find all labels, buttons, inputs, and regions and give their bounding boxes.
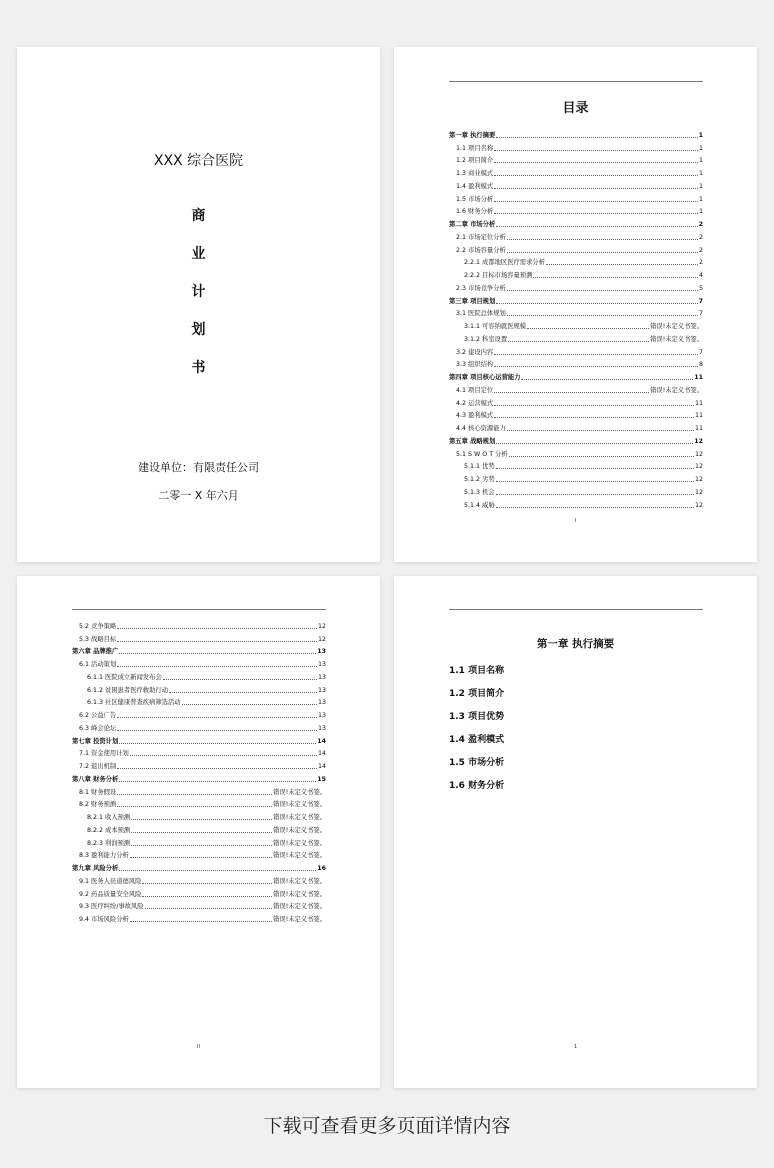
toc-entry-title: 1.4 盈利模式 [456,182,494,190]
toc-entry [72,835,326,848]
toc-leader-dots [507,315,698,316]
toc-leader-dots [507,430,694,431]
toc-entry-title: 5.1.3 机会 [464,488,495,496]
cover-title: XXX 综合医院 [153,153,244,169]
toc-leader-dots [117,806,272,807]
toc-entry-title: 5.1.1 优势 [464,463,495,471]
chapter-section: 1.1 项目名称 [449,666,505,676]
toc-leader-dots [527,328,649,329]
toc-entry-page: 13 [317,673,326,681]
toc-entry [449,318,703,331]
toc-entry [449,204,703,217]
toc-entry-page: 1 [698,170,703,177]
toc-entry-page: 15 [317,775,326,783]
toc-entry [449,191,703,204]
toc-leader-dots [119,781,316,782]
toc-entry-title: 第三章 项目规划 [449,297,496,305]
toc-entry-page: 12 [694,476,703,483]
toc-entry [449,484,703,497]
toc-entry-page: 13 [317,724,326,732]
toc-entry-title: 9.3 医疗纠纷/事故风险 [79,903,144,911]
toc-leader-dots [496,468,694,469]
toc-entry [449,127,703,140]
toc-leader-dots [494,392,649,393]
toc-entry [449,446,703,459]
toc-entry [449,497,703,510]
toc-entry [72,848,326,861]
toc-entry-title: 2.2 市场容量分析 [456,246,506,254]
toc-entry-page: 14 [317,763,326,770]
page-number: I [574,518,577,524]
toc-leader-dots [130,755,317,756]
toc-entry-title: 4.3 盈利模式 [456,412,494,420]
toc-entry-title: 3.1.2 科室设置 [464,335,508,343]
toc-entry-page: 12 [694,450,703,458]
toc-entry-page: 错误!未定义书签。 [273,903,326,911]
toc-page-1 [394,47,757,562]
chapter-section-list [449,664,504,802]
cover-page [17,47,380,562]
toc-entry-title: 5.2 竞争策略 [79,622,117,630]
toc-entry-page: 14 [317,737,326,745]
toc-entry-title: 9.4 市场风险分析 [79,916,129,923]
toc-leader-dots [521,379,693,380]
toc-entry-page: 13 [317,686,326,694]
toc-entry-page: 2 [698,246,703,254]
toc-entry-page: 2 [698,259,703,267]
cover-char: 划 [191,322,206,338]
toc-entry [72,886,326,899]
toc-leader-dots [496,137,697,138]
toc-entry [449,216,703,229]
chapter-section: 1.3 项目优势 [449,712,505,722]
toc-entry-page: 错误!未定义书签。 [273,788,326,796]
toc-entry-title: 6.2 公益广告 [79,712,117,719]
toc-leader-dots [496,481,694,482]
cover-char: 业 [191,246,206,262]
toc-entry [72,618,326,631]
toc-entry-title: 1.2 项目简介 [456,157,494,165]
toc-entry [449,242,703,255]
toc-leader-dots [145,908,273,909]
toc-leader-dots [494,162,698,163]
toc-entry-title: 1.6 财务分析 [456,208,494,216]
toc-leader-dots [142,896,272,897]
toc-entry-title: 6.1 活动策划 [79,661,117,668]
cover-char: 书 [191,360,206,376]
toc-entry-page: 11 [694,412,703,420]
toc-entry [449,395,703,408]
toc-entry-title: 2.2.2 目标市场容量预测 [464,272,533,279]
toc-entry-title: 4.4 核心资源能力 [456,425,506,432]
toc-entry-title: 4.1 项目定位 [456,386,494,394]
toc-leader-dots [163,679,317,680]
toc-entry-title: 8.3 盈利能力分析 [79,852,129,860]
toc-entry [449,153,703,166]
toc-entry [449,331,703,344]
toc-entry [449,433,703,446]
toc-entry-page: 1 [698,131,703,139]
toc-entry [449,165,703,178]
toc-entry-title: 8.2.1 收入预测 [87,814,131,821]
toc-entry-title: 第四章 项目核心运营能力 [449,374,521,381]
toc-entry-page: 7 [698,297,703,305]
toc-leader-dots [494,354,698,355]
toc-entry-page: 错误!未定义书签。 [650,323,703,330]
toc-entry-title: 2.3 市场竞争分析 [456,284,506,292]
toc-entry-title: 第一章 执行摘要 [449,131,496,139]
toc-entry-page: 2 [698,233,703,241]
chapter-page [394,576,757,1088]
toc-entry-page: 5 [698,284,703,292]
toc-entry-page: 11 [694,399,703,407]
toc-entry-page: 12 [694,501,703,509]
toc-leader-dots [131,819,272,820]
toc-entry-title: 8.1 财务假设 [79,788,117,796]
toc-leader-dots [494,213,698,214]
toc-entry-title: 3.3 组织结构 [456,361,494,369]
toc-entry [72,822,326,835]
toc-list [449,127,703,510]
toc-entry [72,707,326,720]
toc-entry-page: 1 [698,208,703,216]
chapter-section: 1.4 盈利模式 [449,735,505,745]
toc-entry-page: 错误!未定义书签。 [273,839,326,847]
toc-leader-dots [117,628,317,629]
toc-entry [449,459,703,472]
toc-entry-title: 5.1.4 威胁 [464,501,495,509]
toc-entry [72,720,326,733]
toc-entry-page: 14 [317,750,326,758]
toc-entry-page: 错误!未定义书签。 [273,877,326,885]
toc-leader-dots [182,704,317,705]
toc-entry [72,656,326,669]
toc-entry-title: 第五章 战略规划 [449,437,496,445]
toc-entry-title: 第八章 财务分析 [72,775,119,783]
toc-leader-dots [117,730,317,731]
toc-entry [72,695,326,708]
toc-entry-title: 8.2.3 利润预测 [87,839,131,847]
toc-entry-page: 4 [698,272,703,279]
toc-leader-dots [496,226,697,227]
toc-entry-page: 错误!未定义书签。 [273,890,326,898]
cover-vertical-title [17,207,380,397]
toc-entry-page: 1 [698,195,703,203]
header-rule [449,81,703,82]
toc-entry [449,267,703,280]
toc-entry-title: 9.1 医务人员道德风险 [79,877,142,885]
toc-entry [72,771,326,784]
chapter-section: 1.2 项目简介 [449,689,505,699]
toc-entry-title: 6.1.2 贫困患者医疗救助行动 [87,686,168,694]
toc-leader-dots [494,188,698,189]
toc-leader-dots [117,768,317,769]
toc-entry-page: 错误!未定义书签。 [273,916,326,923]
toc-entry-title: 2.1 市场定位分析 [456,233,506,241]
cover-unit: 建设单位：有限责任公司 [138,461,259,474]
toc-entry-page: 1 [698,144,703,152]
toc-leader-dots [130,921,272,922]
toc-entry-page: 错误!未定义书签。 [273,814,326,821]
toc-entry [449,344,703,357]
toc-leader-dots [117,641,317,642]
toc-entry-page: 13 [317,661,326,668]
toc-entry [72,797,326,810]
chapter-heading: 第一章 执行摘要 [536,638,615,650]
toc-entry-title: 第六章 品牌推广 [72,648,119,656]
toc-page-2 [17,576,380,1088]
toc-list [72,618,326,924]
toc-leader-dots [494,150,698,151]
toc-entry-page: 16 [317,865,326,872]
toc-entry-page: 13 [317,699,326,707]
toc-entry-title: 3.2 建设内容 [456,348,494,356]
toc-entry-title: 4.2 运营模式 [456,399,494,407]
toc-entry-title: 2.2.1 成都地区医疗需求分析 [464,259,545,267]
toc-entry-title: 5.3 战略目标 [79,635,117,643]
toc-leader-dots [117,794,272,795]
toc-entry-page: 13 [317,648,326,656]
toc-entry-page: 1 [698,157,703,165]
toc-entry [72,784,326,797]
header-rule [449,609,703,610]
toc-entry-title: 9.2 药品质量安全风险 [79,890,142,898]
toc-entry-title: 3.1 医院总体规划 [456,310,506,318]
toc-entry-page: 13 [317,712,326,719]
toc-entry [449,293,703,306]
chapter-section: 1.5 市场分析 [449,758,505,768]
toc-entry [72,873,326,886]
cover-char: 商 [191,208,206,224]
toc-entry-page: 7 [698,348,703,356]
toc-entry [449,306,703,319]
toc-entry-title: 7.2 退出机制 [79,763,117,770]
toc-leader-dots [169,692,317,693]
toc-entry [449,382,703,395]
toc-leader-dots [494,201,698,202]
toc-entry-page: 12 [694,437,703,445]
toc-leader-dots [494,405,694,406]
toc-entry [449,229,703,242]
toc-leader-dots [507,290,698,291]
toc-entry-page: 错误!未定义书签。 [273,826,326,834]
toc-leader-dots [494,175,698,176]
page-number: II [197,1044,200,1050]
cover-date: 二零一 X 年六月 [158,489,239,502]
toc-leader-dots [119,743,316,744]
page-number: 1 [573,1044,578,1050]
toc-entry-title: 6.1.3 社区健康普查疾病筛选活动 [87,699,181,707]
toc-entry-title: 8.2.2 成本预测 [87,826,131,834]
toc-entry-page: 错误!未定义书签。 [650,335,703,343]
toc-entry-page: 错误!未定义书签。 [650,386,703,394]
toc-leader-dots [142,883,272,884]
toc-leader-dots [117,666,317,667]
toc-leader-dots [496,443,693,444]
toc-entry [72,682,326,695]
toc-entry [72,911,326,924]
toc-leader-dots [131,832,272,833]
toc-entry [449,178,703,191]
toc-leader-dots [496,494,694,495]
chapter-section: 1.6 财务分析 [449,781,505,791]
toc-entry-page: 12 [694,463,703,471]
toc-entry-title: 5.1 S W O T 分析 [456,450,508,458]
toc-leader-dots [496,507,694,508]
toc-entry-page: 12 [694,488,703,496]
toc-entry [449,369,703,382]
toc-entry-title: 6.3 峰会论坛 [79,724,117,732]
toc-entry [449,357,703,370]
toc-leader-dots [119,653,316,654]
toc-entry [72,669,326,682]
toc-entry [72,733,326,746]
toc-heading: 目录 [562,101,589,116]
toc-entry-title: 第七章 投资计划 [72,737,119,745]
toc-entry-title: 第二章 市场分析 [449,221,496,228]
toc-leader-dots [119,870,316,871]
toc-leader-dots [507,239,698,240]
toc-entry-title: 5.1.2 劣势 [464,476,495,483]
toc-leader-dots [494,366,698,367]
toc-entry [449,280,703,293]
header-rule [72,609,326,610]
toc-entry-title: 3.1.1 可容纳就医规模 [464,323,527,330]
toc-entry-page: 12 [317,622,326,630]
toc-leader-dots [130,857,272,858]
toc-entry [72,746,326,759]
toc-entry [72,644,326,657]
toc-leader-dots [546,264,698,265]
toc-entry-page: 错误!未定义书签。 [273,801,326,809]
toc-entry [449,471,703,484]
toc-entry-title: 1.3 商业模式 [456,170,494,177]
toc-entry-title: 8.2 财务预测 [79,801,117,809]
toc-entry [72,758,326,771]
toc-entry-page: 7 [698,310,703,318]
toc-entry-title: 1.5 市场分析 [456,195,494,203]
toc-leader-dots [507,252,698,253]
toc-entry-page: 错误!未定义书签。 [273,852,326,860]
toc-entry-page: 11 [694,374,703,381]
cover-char: 计 [191,284,206,300]
toc-entry-title: 7.1 资金使用计划 [79,750,129,758]
toc-entry-page: 12 [317,635,326,643]
toc-entry-title: 1.1 项目名称 [456,144,494,152]
toc-entry [449,408,703,421]
toc-leader-dots [508,341,649,342]
toc-entry [449,255,703,268]
toc-entry-page: 11 [694,425,703,432]
toc-leader-dots [496,303,697,304]
toc-leader-dots [117,717,317,718]
toc-entry-page: 8 [698,361,703,369]
toc-entry [72,899,326,912]
toc-entry [449,140,703,153]
toc-entry [72,809,326,822]
toc-leader-dots [494,417,694,418]
toc-entry [72,631,326,644]
toc-entry [449,420,703,433]
toc-leader-dots [131,845,272,846]
toc-entry-title: 6.1.1 医院成立新闻发布会 [87,673,162,681]
toc-entry-page: 2 [698,221,703,228]
toc-entry-title: 第九章 风险分析 [72,865,119,872]
download-more-footer: 下载可查看更多页面详情内容 [263,1115,511,1137]
toc-leader-dots [509,456,694,457]
toc-leader-dots [533,277,698,278]
toc-entry-page: 1 [698,182,703,190]
toc-entry [72,860,326,873]
